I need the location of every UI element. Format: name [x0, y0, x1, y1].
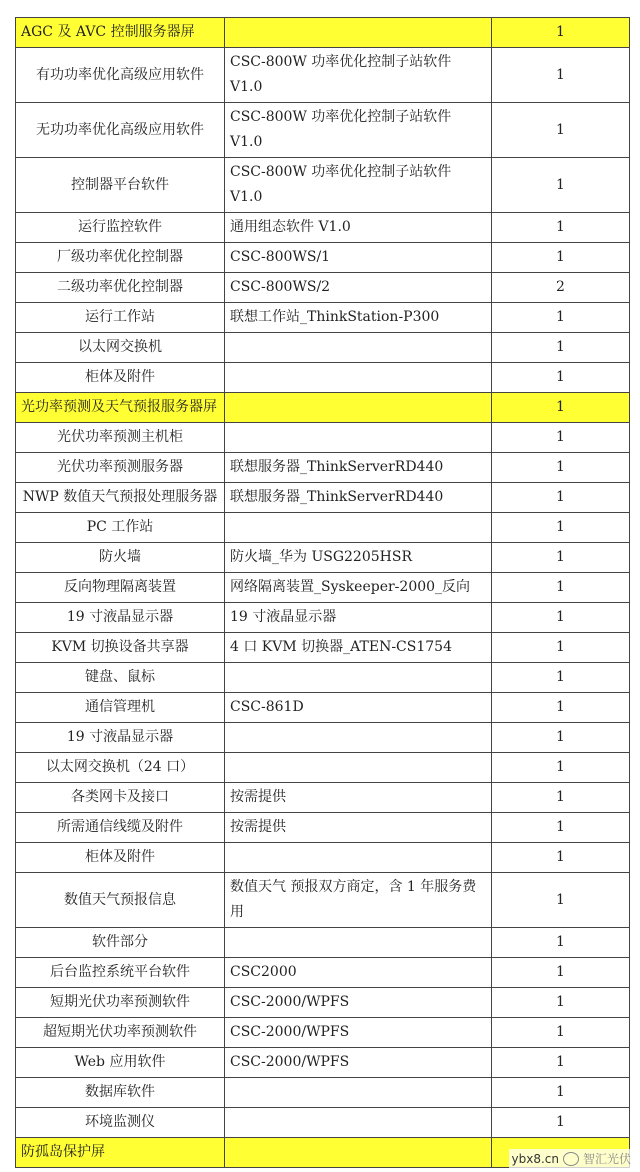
item-qty-cell: 1: [492, 843, 630, 873]
item-qty-cell: 1: [492, 333, 630, 363]
item-name-cell: 短期光伏功率预测软件: [16, 988, 225, 1018]
item-qty-cell: 1: [492, 303, 630, 333]
item-spec-cell: 联想服务器_ThinkServerRD440: [225, 453, 492, 483]
table-row: [16, 873, 630, 928]
table-row: [16, 273, 630, 303]
item-name-cell: 后台监控系统平台软件: [16, 958, 225, 988]
item-qty-cell: 1: [492, 103, 630, 158]
table-row: [16, 633, 630, 663]
item-name-cell: NWP 数值天气预报处理服务器: [16, 483, 225, 513]
item-spec-cell: [225, 423, 492, 453]
item-name-cell: 运行监控软件: [16, 213, 225, 243]
table-row: [16, 243, 630, 273]
item-spec-cell: [225, 843, 492, 873]
item-name-cell: 键盘、鼠标: [16, 663, 225, 693]
table-row: [16, 1078, 630, 1108]
item-spec-cell: 数值天气 预报双方商定，含 1 年服务费用: [225, 873, 492, 928]
item-qty-cell: 1: [492, 48, 630, 103]
item-spec-cell: 联想工作站_ThinkStation-P300: [225, 303, 492, 333]
table-row: [16, 958, 630, 988]
item-name-cell: 反向物理隔离装置: [16, 573, 225, 603]
item-qty-cell: 1: [492, 873, 630, 928]
table-row: [16, 303, 630, 333]
table-row: [16, 158, 630, 213]
table-row: [16, 453, 630, 483]
item-spec-cell: [225, 663, 492, 693]
table-row: [16, 1108, 630, 1138]
item-qty-cell: 1: [492, 723, 630, 753]
item-name-cell: 数据库软件: [16, 1078, 225, 1108]
item-qty-cell: 1: [492, 543, 630, 573]
table-row: [16, 48, 630, 103]
item-name-cell: 防火墙: [16, 543, 225, 573]
equipment-table-body: [16, 18, 630, 1168]
table-row: [16, 843, 630, 873]
item-name-cell: 运行工作站: [16, 303, 225, 333]
table-row: [16, 1048, 630, 1078]
item-spec-cell: CSC-2000/WPFS: [225, 1018, 492, 1048]
item-qty-cell: 1: [492, 1108, 630, 1138]
item-qty-cell: 1: [492, 453, 630, 483]
item-spec-cell: [225, 723, 492, 753]
item-spec-cell: [225, 393, 492, 423]
item-qty-cell: 2: [492, 273, 630, 303]
table-row: [16, 543, 630, 573]
item-name-cell: 各类网卡及接口: [16, 783, 225, 813]
item-name-cell: 所需通信线缆及附件: [16, 813, 225, 843]
item-name-cell: 软件部分: [16, 928, 225, 958]
item-spec-cell: CSC-2000/WPFS: [225, 988, 492, 1018]
item-qty-cell: 1: [492, 573, 630, 603]
table-row: [16, 928, 630, 958]
item-spec-cell: 19 寸液晶显示器: [225, 603, 492, 633]
item-spec-cell: CSC-800WS/2: [225, 273, 492, 303]
table-row: [16, 1018, 630, 1048]
table-row: [16, 18, 630, 48]
item-name-cell: 通信管理机: [16, 693, 225, 723]
item-name-cell: 光伏功率预测服务器: [16, 453, 225, 483]
item-qty-cell: 1: [492, 1048, 630, 1078]
item-name-cell: 19 寸液晶显示器: [16, 603, 225, 633]
item-name-cell: 柜体及附件: [16, 363, 225, 393]
item-name-cell: 光伏功率预测主机柜: [16, 423, 225, 453]
item-spec-cell: 按需提供: [225, 813, 492, 843]
item-qty-cell: 1: [492, 1078, 630, 1108]
item-name-cell: 数值天气预报信息: [16, 873, 225, 928]
item-spec-cell: CSC-861D: [225, 693, 492, 723]
item-qty-cell: 1: [492, 393, 630, 423]
item-name-cell: PC 工作站: [16, 513, 225, 543]
item-qty-cell: 1: [492, 693, 630, 723]
item-spec-cell: CSC-800WS/1: [225, 243, 492, 273]
table-row: [16, 333, 630, 363]
table-row: [16, 783, 630, 813]
item-qty-cell: 1: [492, 243, 630, 273]
table-row: [16, 988, 630, 1018]
item-spec-cell: CSC2000: [225, 958, 492, 988]
table-row: [16, 573, 630, 603]
item-spec-cell: [225, 1078, 492, 1108]
item-qty-cell: 1: [492, 213, 630, 243]
item-name-cell: 柜体及附件: [16, 843, 225, 873]
item-spec-cell: CSC-800W 功率优化控制子站软件 V1.0: [225, 158, 492, 213]
equipment-table: [15, 17, 630, 1168]
item-qty-cell: 1: [492, 18, 630, 48]
item-spec-cell: 网络隔离装置_Syskeeper-2000_反向: [225, 573, 492, 603]
item-spec-cell: [225, 18, 492, 48]
item-qty-cell: 1: [492, 813, 630, 843]
item-qty-cell: 1: [492, 513, 630, 543]
item-spec-cell: [225, 753, 492, 783]
table-row: [16, 663, 630, 693]
item-qty-cell: 1: [492, 783, 630, 813]
item-spec-cell: 联想服务器_ThinkServerRD440: [225, 483, 492, 513]
watermark-account: 智汇光伏: [582, 1152, 631, 1166]
item-name-cell: 控制器平台软件: [16, 158, 225, 213]
item-spec-cell: CSC-800W 功率优化控制子站软件 V1.0: [225, 103, 492, 158]
item-name-cell: 以太网交换机（24 口）: [16, 753, 225, 783]
item-name-cell: AGC 及 AVC 控制服务器屏: [16, 18, 225, 48]
item-qty-cell: 1: [492, 1018, 630, 1048]
table-row: [16, 363, 630, 393]
watermark: [509, 1149, 635, 1168]
item-name-cell: 厂级功率优化控制器: [16, 243, 225, 273]
item-qty-cell: 1: [492, 988, 630, 1018]
item-qty-cell: 1: [492, 753, 630, 783]
item-spec-cell: [225, 1138, 492, 1168]
item-spec-cell: 4 口 KVM 切换器_ATEN-CS1754: [225, 633, 492, 663]
watermark-site: ybx8.cn: [511, 1151, 559, 1166]
table-row: [16, 753, 630, 783]
table-row: [16, 603, 630, 633]
item-spec-cell: 防火墙_华为 USG2205HSR: [225, 543, 492, 573]
item-name-cell: 超短期光伏功率预测软件: [16, 1018, 225, 1048]
item-spec-cell: [225, 928, 492, 958]
item-name-cell: KVM 切换设备共享器: [16, 633, 225, 663]
item-qty-cell: 1: [492, 158, 630, 213]
item-spec-cell: 通用组态软件 V1.0: [225, 213, 492, 243]
item-qty-cell: 1: [492, 958, 630, 988]
table-row: [16, 813, 630, 843]
item-name-cell: 无功功率优化高级应用软件: [16, 103, 225, 158]
item-qty-cell: 1: [492, 423, 630, 453]
item-qty-cell: 1: [492, 603, 630, 633]
item-spec-cell: 按需提供: [225, 783, 492, 813]
item-spec-cell: [225, 513, 492, 543]
item-name-cell: Web 应用软件: [16, 1048, 225, 1078]
item-qty-cell: 1: [492, 363, 630, 393]
item-name-cell: 以太网交换机: [16, 333, 225, 363]
wechat-icon: [563, 1152, 579, 1166]
item-spec-cell: CSC-800W 功率优化控制子站软件 V1.0: [225, 48, 492, 103]
table-row: [16, 693, 630, 723]
table-row: [16, 513, 630, 543]
table-row: [16, 723, 630, 753]
item-qty-cell: 1: [492, 483, 630, 513]
item-spec-cell: CSC-2000/WPFS: [225, 1048, 492, 1078]
item-name-cell: 有功功率优化高级应用软件: [16, 48, 225, 103]
item-qty-cell: 1: [492, 663, 630, 693]
item-name-cell: 二级功率优化控制器: [16, 273, 225, 303]
table-row: [16, 423, 630, 453]
item-spec-cell: [225, 333, 492, 363]
table-row: [16, 103, 630, 158]
item-qty-cell: 1: [492, 633, 630, 663]
item-name-cell: 19 寸液晶显示器: [16, 723, 225, 753]
item-name-cell: 光功率预测及天气预报服务器屏: [16, 393, 225, 423]
item-spec-cell: [225, 1108, 492, 1138]
table-row: [16, 213, 630, 243]
item-spec-cell: [225, 363, 492, 393]
table-row: [16, 393, 630, 423]
table-row: [16, 483, 630, 513]
item-name-cell: 环境监测仪: [16, 1108, 225, 1138]
item-qty-cell: 1: [492, 928, 630, 958]
item-name-cell: 防孤岛保护屏: [16, 1138, 225, 1168]
